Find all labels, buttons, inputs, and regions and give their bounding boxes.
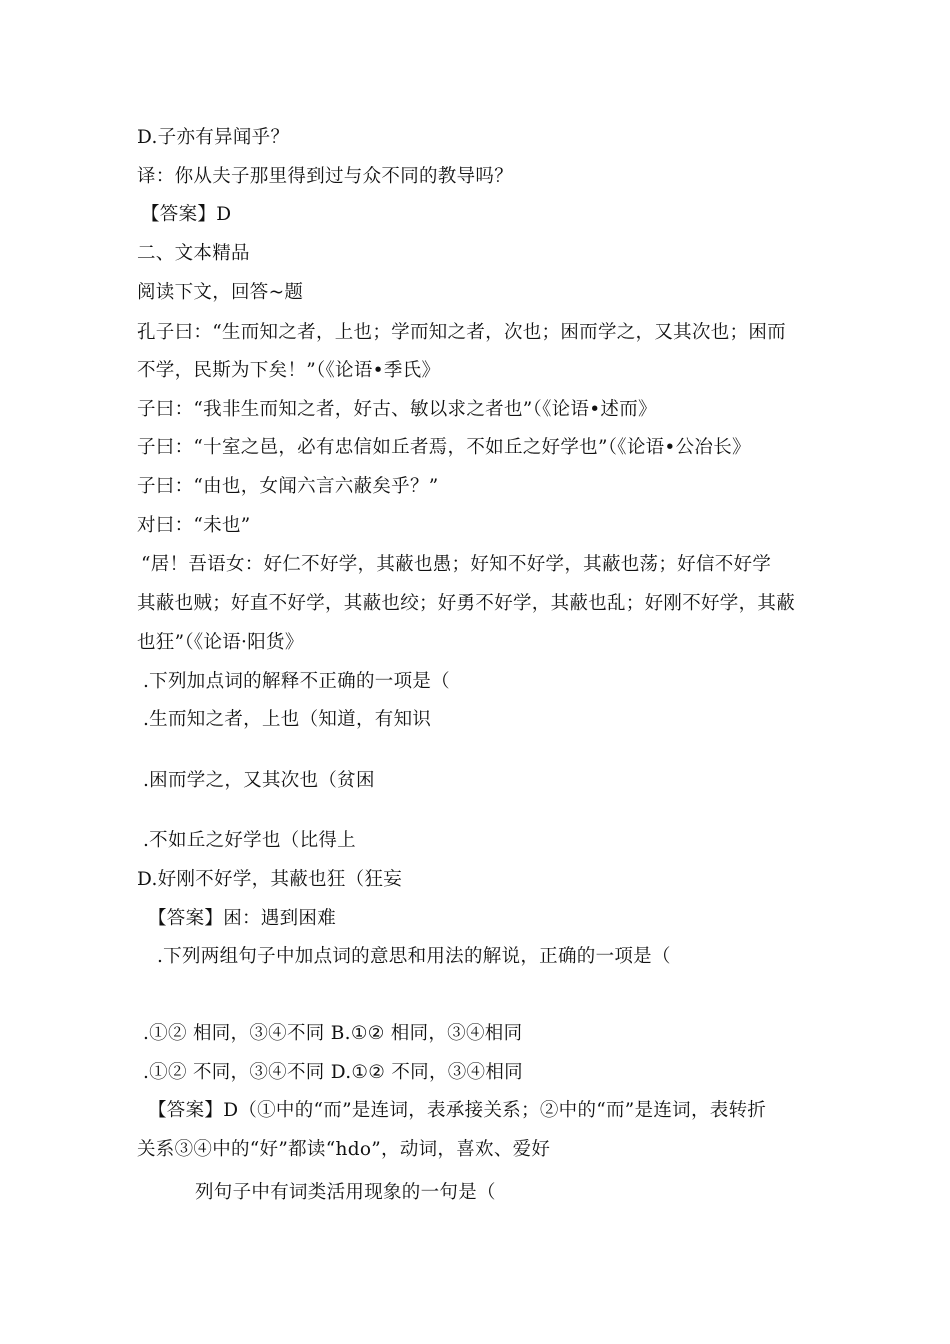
passage-line: 子曰：“十室之邑，必有忠信如丘者焉，不如丘之好学也”（《论语•公冶长》 — [137, 437, 751, 458]
translation-line: 译：你从夫子那里得到过与众不同的教导吗？ — [137, 166, 514, 187]
option-line: .①② 不同，③④不同 D.①② 不同，③④相同 — [143, 1062, 523, 1083]
answer-line: 关系③④中的“好”都读“hdo”，动词，喜欢、爱好 — [137, 1139, 551, 1160]
option-line: D.好刚不好学，其蔽也狂（狂妄 — [137, 869, 403, 890]
answer-line: 【答案】D — [141, 204, 232, 225]
answer-line: 【答案】困：遇到困难 — [148, 908, 337, 929]
option-line: .不如丘之好学也（比得上 — [143, 830, 356, 851]
question-line: .下列加点词的解释不正确的一项是（ — [143, 671, 450, 692]
passage-line: 对曰：“未也” — [137, 515, 251, 536]
passage-line: 子曰：“由也，女闻六言六蔽矣乎？” — [137, 476, 439, 497]
option-line: .生而知之者，上也（知道，有知识 — [143, 709, 432, 730]
passage-line: 也狂”（《论语·阳货》 — [137, 632, 304, 653]
passage-line: 子曰：“我非生而知之者，好古、敏以求之者也”（《论语•述而》 — [137, 399, 657, 420]
passage-line: 孔子曰：“生而知之者，上也；学而知之者，次也；困而学之，又其次也；困而 — [137, 322, 786, 343]
reading-instruction: 阅读下文，回答~题 — [137, 282, 304, 303]
option-d-line: D.子亦有异闻乎？ — [137, 127, 290, 148]
question-line: 列句子中有词类活用现象的一句是（ — [195, 1182, 496, 1203]
section-heading: 二、文本精品 — [137, 243, 250, 264]
passage-line: “居！吾语女：好仁不好学，其蔽也愚；好知不好学，其蔽也荡；好信不好学 — [141, 554, 772, 575]
option-line: .困而学之，又其次也（贫困 — [143, 770, 375, 791]
passage-line: 不学，民斯为下矣！”（《论语•季氏》 — [137, 360, 441, 381]
passage-line: 其蔽也贼；好直不好学，其蔽也绞；好勇不好学，其蔽也乱；好刚不好学，其蔽 — [137, 593, 796, 614]
question-line: .下列两组句子中加点词的意思和用法的解说，正确的一项是（ — [157, 946, 671, 967]
answer-line: 【答案】D（①中的“而”是连词，表承接关系；②中的“而”是连词，表转折 — [148, 1100, 767, 1121]
option-line: .①② 相同，③④不同 B.①② 相同，③④相同 — [143, 1023, 523, 1044]
